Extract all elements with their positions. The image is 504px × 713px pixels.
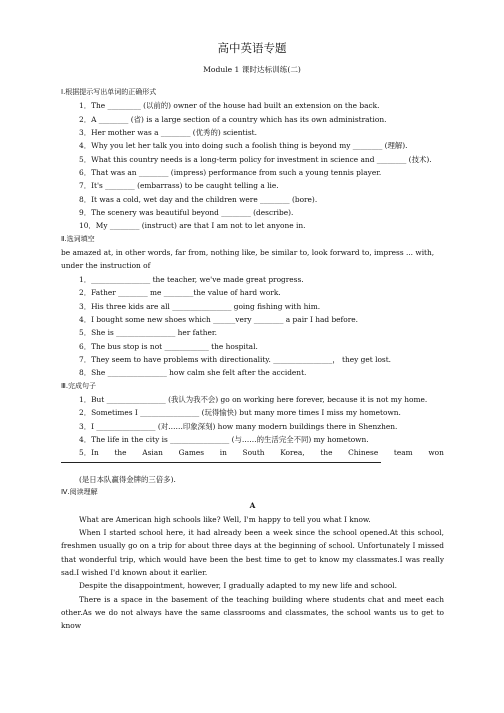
s3-item-5-word: won — [428, 448, 444, 458]
s1-item-10: 10．My ________ (instruct) are that I am not to let anyone in. — [79, 221, 306, 231]
s2-item-8: 8．She ________________ how calm she felt after the accident. — [79, 368, 307, 378]
s3-item-4: 4．The life in the city is ________________ (与……的生活完全不同) my hometown. — [79, 434, 369, 444]
s3-item-5-word: Games — [178, 448, 205, 458]
s2-item-5: 5．She is ________________ her father. — [79, 328, 217, 338]
answer-blank-line — [61, 462, 381, 463]
s3-item-2: 2．Sometimes I ________________ (玩得愉快) but many more times I miss my hometown. — [79, 408, 401, 418]
passage-paragraph-1: What are American high schools like? Well, I'm happy to tell you what I know. — [79, 514, 371, 524]
s3-item-5-note: (是日本队赢得金牌的三倍多). — [79, 474, 176, 484]
s1-item-3: 3．Her mother was a ________ (优秀的) scientist. — [79, 128, 257, 138]
document-body — [61, 86, 444, 633]
s3-item-5-word: Asian — [142, 448, 163, 458]
document-subtitle: Module 1 课时达标训练(二) — [203, 65, 301, 74]
document-title: 高中英语专题 — [217, 41, 287, 55]
s1-item-2: 2．A ________ (省) is a large section of a country which has its own administration. — [79, 114, 387, 124]
s2-item-3: 3．His three kids are all ________________ going fishing with him. — [79, 301, 321, 311]
s3-item-5-word: team — [393, 448, 413, 458]
s3-item-5-word: in — [219, 448, 227, 458]
s1-item-1: 1．The _________ (以前的) owner of the house had built an extension on the back. — [79, 101, 380, 111]
word-bank-line-2: under the instruction of — [61, 261, 151, 271]
s3-item-5-word: the — [320, 448, 333, 458]
s3-item-5-word: 5．In — [79, 448, 99, 458]
s3-item-5-word: Korea, — [280, 448, 305, 458]
s2-item-2: 2．Father ________ me ________the value of hard work. — [79, 288, 281, 298]
word-bank-line-1: be amazed at, in other words, far from, nothing like, be similar to, look forward to, impress ... with, — [61, 248, 435, 258]
s1-item-7: 7．It's ________ (embarrass) to be caught telling a lie. — [79, 181, 279, 191]
s1-item-5: 5．What this country needs is a long-term policy for investment in science and ________ (技术). — [79, 154, 432, 164]
s3-item-5-word: Chinese — [348, 448, 379, 458]
s1-item-9: 9．The scenery was beautiful beyond ________ (describe). — [79, 208, 294, 218]
s3-item-5-word: the — [114, 448, 127, 458]
s3-item-5-line — [61, 446, 444, 459]
passage-paragraph-4: There is a space in the basement of the teaching building where students chat and meet each other.As we do not always have the same classrooms and classmates, the school wants us to get to know — [61, 594, 444, 631]
s3-item-1: 1．But ________________ (我认为我不会) go on working here forever, because it is not my home. — [79, 394, 428, 404]
s2-item-1: 1．________________ the teacher, we've made great progress. — [79, 274, 304, 284]
section-3-heading: Ⅲ.完成句子 — [61, 381, 97, 390]
section-4-heading: Ⅳ.阅读理解 — [61, 487, 98, 496]
passage-paragraph-3: Despite the disappointment, however, I gradually adapted to my new life and school. — [79, 581, 397, 591]
s2-item-6: 6．The bus stop is not ____________ the hospital. — [79, 341, 258, 351]
s1-item-8: 8．It was a cold, wet day and the children were ________ (bore). — [79, 194, 318, 204]
s3-item-3: 3．I ________________ (对……印象深刻) how many modern buildings there in Shenzhen. — [79, 421, 398, 431]
passage-label: A — [249, 501, 256, 511]
s2-item-7: 7．They seem to have problems with directionality. ________________， they get lost. — [79, 354, 392, 364]
passage-paragraph-2: When I started school here, it had already been a week since the school opened.At this school, freshmen usually go on a trip for about three days at the beginning of school. Unfortunately I missed that wonderful trip, which would have been the best time to get to know my classmates.I was really sad.I wished I'd known about it earlier. — [61, 528, 444, 578]
section-2-heading: Ⅱ.选词填空 — [61, 234, 95, 243]
s2-item-4: 4．I bought some new shoes which ______very ________ a pair I had before. — [79, 314, 359, 324]
s1-item-4: 4．Why you let her talk you into doing such a foolish thing is beyond my ________ (理解). — [79, 141, 408, 151]
s3-item-5-word: South — [242, 448, 265, 458]
section-1-heading: Ⅰ.根据提示写出单词的正确形式 — [61, 88, 157, 96]
s1-item-6: 6．That was an ________ (impress) performance from such a young tennis player. — [79, 168, 382, 178]
